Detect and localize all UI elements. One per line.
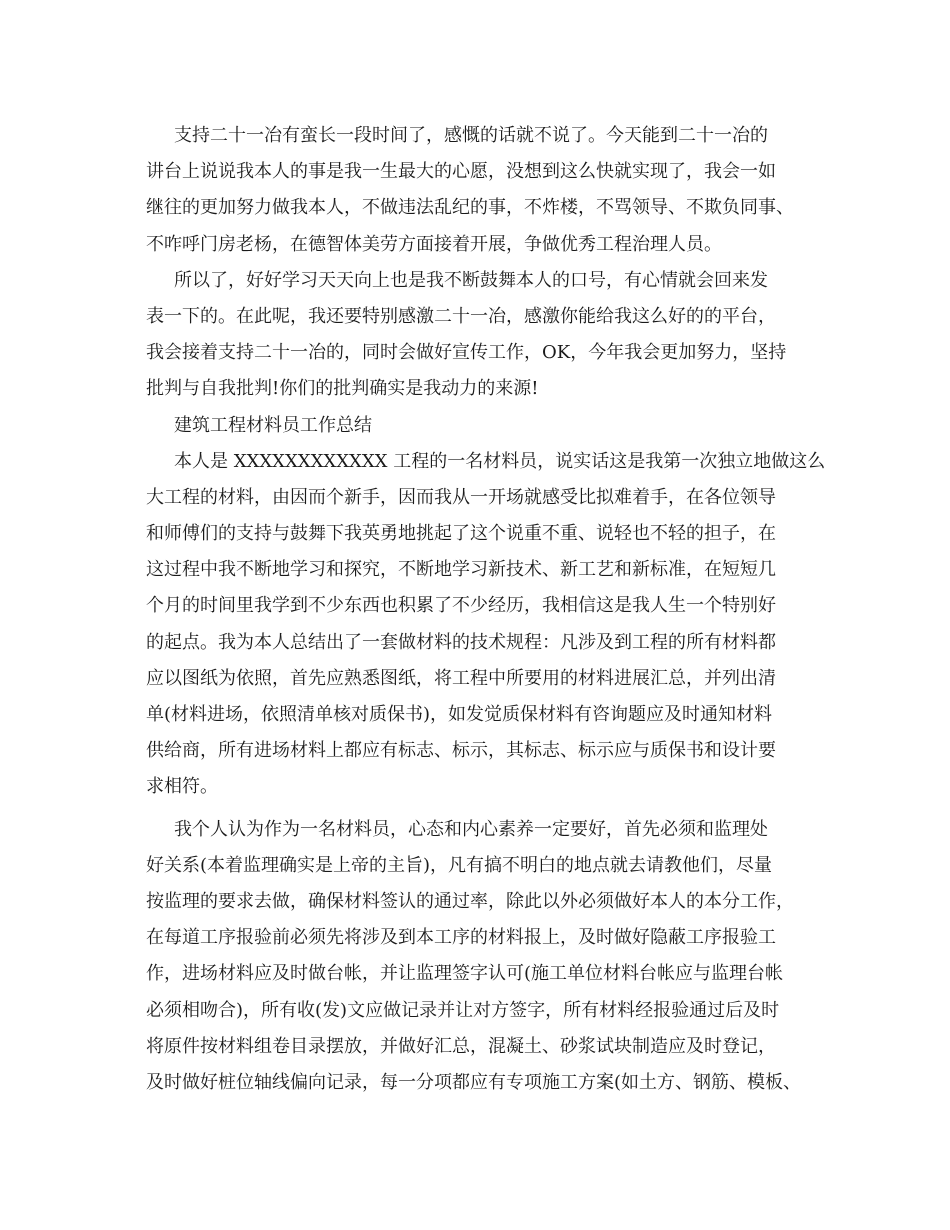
section-title <box>146 408 836 444</box>
text-line: 的起点。我为本人总结出了一套做材料的技术规程：凡涉及到工程的所有材料都 <box>146 631 776 653</box>
paragraph <box>146 444 836 806</box>
text-line: 和师傅们的支持与鼓舞下我英勇地挑起了这个说重不重、说轻也不轻的担子，在 <box>146 523 776 545</box>
text-line: 大工程的材料，由因而个新手，因而我从一开场就感受比拟难着手，在各位领导 <box>146 486 776 508</box>
text-line: 及时做好桩位轴线偏向记录，每一分项都应有专项施工方案(如土方、钢筋、模板、 <box>146 1071 802 1093</box>
text-line: 好关系(本着监理确实是上帝的主旨)，凡有搞不明白的地点就去请教他们，尽量 <box>146 854 773 876</box>
section-title-text: 建筑工程材料员工作总结 <box>174 414 372 436</box>
text-line: 单(材料进场，依照清单核对质保书)，如发觉质保材料有咨询题应及时通知材料 <box>146 704 773 725</box>
text-line: 支持二十一冶有蛮长一段时间了，感慨的话就不说了。今天能到二十一冶的 <box>174 125 768 146</box>
text-line: 应以图纸为依照，首先应熟悉图纸，将工程中所要用的材料进展汇总，并列出清 <box>146 667 776 689</box>
text-line: 继往的更加努力做我本人，不做违法乱纪的事，不炸楼，不骂领导、不欺负同事、 <box>146 197 794 219</box>
text-line: 个月的时间里我学到不少东西也积累了不少经历，我相信这是我人生一个特别好 <box>146 595 776 617</box>
text-line: 本人是 XXXXXXXXXXXX 工程的一名材料员，说实话这是我第一次独立地做这么 <box>174 450 826 472</box>
text-line: 批判与自我批判!你们的批判确实是我动力的来源! <box>146 378 539 400</box>
text-line: 必须相吻合)，所有收(发)文应做记录并让对方签字，所有材料经报验通过后及时 <box>146 999 780 1021</box>
text-line: 将原件按材料组卷目录摆放，并做好汇总，混凝土、砂浆试块制造应及时登记， <box>146 1035 776 1057</box>
text-line: 表一下的。在此呢，我还要特别感激二十一冶，感激你能给我这么好的的平台， <box>146 305 776 327</box>
paragraph <box>146 263 836 408</box>
text-line: 在每道工序报验前必须先将涉及到本工序的材料报上，及时做好隐蔽工序报验工 <box>146 927 776 949</box>
paragraph <box>146 812 836 1102</box>
text-line: 讲台上说说我本人的事是我一生最大的心愿，没想到这么快就实现了，我会一如 <box>146 161 776 183</box>
text-line: 我个人认为作为一名材料员，心态和内心素养一定要好，首先必须和监理处 <box>174 818 768 840</box>
text-line: 我会接着支持二十一冶的，同时会做好宣传工作，OK，今年我会更加努力，坚持 <box>146 342 787 364</box>
paragraph <box>146 118 836 263</box>
document-body <box>146 118 836 1101</box>
text-line: 按监理的要求去做，确保材料签认的通过率，除此以外必须做好本人的本分工作， <box>146 890 794 912</box>
text-line: 这过程中我不断地学习和探究，不断地学习新技术、新工艺和新标准，在短短几 <box>146 559 776 581</box>
text-line: 供给商，所有进场材料上都应有标志、标示，其标志、标示应与质保书和设计要 <box>146 740 776 762</box>
text-line: 求相符。 <box>146 776 218 798</box>
text-line: 所以了，好好学习天天向上也是我不断鼓舞本人的口号，有心情就会回来发 <box>174 269 768 291</box>
text-line: 作，进场材料应及时做台帐，并让监理签字认可(施工单位材料台帐应与监理台帐 <box>146 963 784 985</box>
text-line: 不咋呼门房老杨，在德智体美劳方面接着开展，争做优秀工程治理人员。 <box>146 233 722 255</box>
